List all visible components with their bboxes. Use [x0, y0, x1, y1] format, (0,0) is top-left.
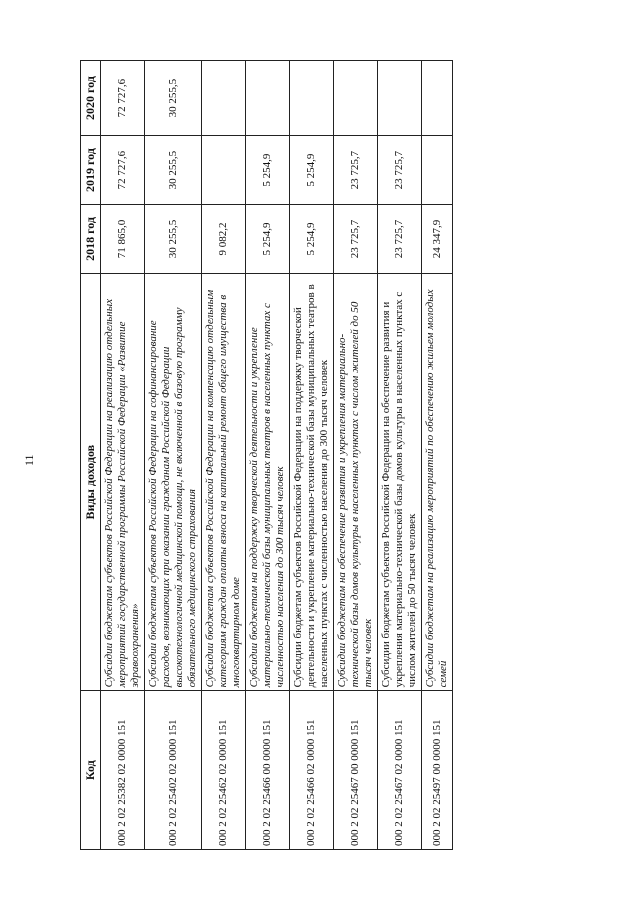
- code-cell: 000 2 02 25462 02 0000 151: [202, 691, 246, 850]
- value-2018-cell: 71 865,0: [101, 205, 145, 274]
- value-2018-cell: 23 725,7: [334, 205, 378, 274]
- value-2020-cell: 30 255,5: [145, 61, 202, 136]
- code-cell: 000 2 02 25467 02 0000 151: [378, 691, 422, 850]
- value-2018-cell: 5 254,9: [246, 205, 290, 274]
- value-2019-cell: 23 725,7: [378, 136, 422, 205]
- table-row: [101, 61, 145, 850]
- value-2020-cell: [246, 61, 290, 136]
- table-row: [334, 61, 378, 850]
- code-cell: 000 2 02 25466 00 0000 151: [246, 691, 290, 850]
- header-description: Виды доходов: [81, 273, 101, 690]
- value-2019-cell: 30 255,5: [145, 136, 202, 205]
- value-2019-cell: 5 254,9: [246, 136, 290, 205]
- header-code: Код: [81, 691, 101, 850]
- value-2019-cell: 23 725,7: [334, 136, 378, 205]
- table-row: [202, 61, 246, 850]
- value-2019-cell: [202, 136, 246, 205]
- value-2018-cell: 23 725,7: [378, 205, 422, 274]
- table-row: [246, 61, 290, 850]
- description-cell: Субсидии бюджетам субъектов Российской Федерации на реализацию отдельных мероприятий государственной программы Российской Федерации «Развитие здравоохранения»: [101, 273, 145, 690]
- header-2020: 2020 год: [81, 61, 101, 136]
- value-2018-cell: 5 254,9: [290, 205, 334, 274]
- value-2020-cell: [422, 61, 453, 136]
- table-header-row: [81, 61, 101, 850]
- table-body: [101, 61, 453, 850]
- table-row: [145, 61, 202, 850]
- code-cell: 000 2 02 25382 02 0000 151: [101, 691, 145, 850]
- code-cell: 000 2 02 25466 02 0000 151: [290, 691, 334, 850]
- description-cell: Субсидии бюджетам субъектов Российской Федерации на компенсацию отдельным категориям граждан оплаты взноса на капитальный ремонт общего имущества в многоквартирном доме: [202, 273, 246, 690]
- code-cell: 000 2 02 25497 00 0000 151: [422, 691, 453, 850]
- value-2019-cell: [422, 136, 453, 205]
- value-2020-cell: [202, 61, 246, 136]
- header-2019: 2019 год: [81, 136, 101, 205]
- value-2018-cell: 30 255,5: [145, 205, 202, 274]
- value-2020-cell: 72 727,6: [101, 61, 145, 136]
- description-cell: Субсидии бюджетам субъектов Российской Федерации на софинансирование расходов, возникающих при оказании гражданам Российской Федерации высокотехнологичной медицинской помощи, не включенной в базовую программу обязательного медицинского страхования: [145, 273, 202, 690]
- rotated-table-container: [80, 60, 580, 850]
- code-cell: 000 2 02 25402 02 0000 151: [145, 691, 202, 850]
- page-number: 11: [22, 454, 36, 466]
- value-2020-cell: [334, 61, 378, 136]
- header-2018: 2018 год: [81, 205, 101, 274]
- description-cell: Субсидии бюджетам на обеспечение развития и укрепления материально-технической базы домов культуры в населенных пунктах с числом жителей до 50 тысяч человек: [334, 273, 378, 690]
- value-2020-cell: [378, 61, 422, 136]
- description-cell: Субсидии бюджетам субъектов Российской Федерации на поддержку творческой деятельности и укрепление материально-технической базы муниципальных театров в населенных пунктах с численностью населения до 300 тысяч человек: [290, 273, 334, 690]
- value-2019-cell: 5 254,9: [290, 136, 334, 205]
- description-cell: Субсидии бюджетам субъектов Российской Федерации на обеспечение развития и укрепления материально-технической базы домов культуры в населенных пунктах с числом жителей до 50 тысяч человек: [378, 273, 422, 690]
- code-cell: 000 2 02 25467 00 0000 151: [334, 691, 378, 850]
- value-2020-cell: [290, 61, 334, 136]
- table-row: [422, 61, 453, 850]
- value-2018-cell: 24 347,9: [422, 205, 453, 274]
- revenue-table: [80, 60, 453, 850]
- description-cell: Субсидии бюджетам на реализацию мероприятий по обеспечению жильем молодых семей: [422, 273, 453, 690]
- page-number-wrapper: [22, 454, 36, 481]
- description-cell: Субсидии бюджетам на поддержку творческой деятельности и укрепление материально-технической базы муниципальных театров в населенных пунктах с численностью населения до 300 тысяч человек: [246, 273, 290, 690]
- value-2018-cell: 9 082,2: [202, 205, 246, 274]
- value-2019-cell: 72 727,6: [101, 136, 145, 205]
- table-row: [290, 61, 334, 850]
- table-row: [378, 61, 422, 850]
